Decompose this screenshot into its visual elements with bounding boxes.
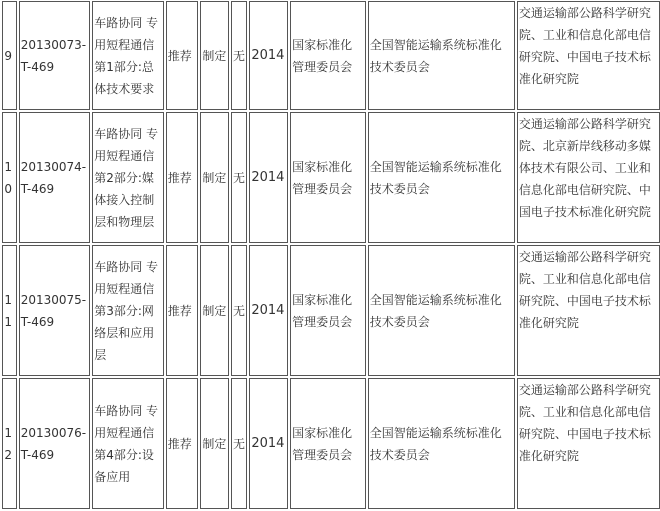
tc-cell: 全国智能运输系统标准化技术委员会 [368, 245, 515, 376]
nature-cell: 推荐 [166, 112, 199, 243]
dept-cell: 国家标准化管理委员会 [290, 245, 366, 376]
tc-cell: 全国智能运输系统标准化技术委员会 [368, 112, 515, 243]
table-row [0, 112, 660, 243]
standard-name-cell: 车路协同 专用短程通信第1部分:总体技术要求 [92, 1, 164, 110]
org-cell: 交通运输部公路科学研究院、工业和信息化部电信研究院、中国电子技术标准化研究院 [517, 245, 660, 376]
year-cell: 2014 [249, 1, 288, 110]
type-cell: 制定 [200, 1, 229, 110]
year-cell: 2014 [249, 112, 288, 243]
table-row [0, 245, 660, 376]
dept-cell: 国家标准化管理委员会 [290, 1, 366, 110]
year-cell: 2014 [249, 378, 288, 509]
plan-number-cell: 20130074-T-469 [19, 112, 91, 243]
dept-cell: 国家标准化管理委员会 [290, 378, 366, 509]
nature-cell: 推荐 [166, 378, 199, 509]
nature-cell: 推荐 [166, 245, 199, 376]
adopt-cell: 无 [231, 1, 247, 110]
seq-cell: 11 [2, 245, 16, 376]
type-cell: 制定 [200, 245, 229, 376]
seq-cell: 12 [2, 378, 16, 509]
plan-number-cell: 20130073-T-469 [19, 1, 91, 110]
standard-name-cell: 车路协同 专用短程通信第4部分:设备应用 [92, 378, 164, 509]
type-cell: 制定 [200, 112, 229, 243]
nature-cell: 推荐 [166, 1, 199, 110]
org-cell: 交通运输部公路科学研究院、北京新岸线移动多媒体技术有限公司、工业和信息化部电信研究院、中国电子技术标准化研究院 [517, 112, 660, 243]
table-row [0, 1, 660, 110]
tc-cell: 全国智能运输系统标准化技术委员会 [368, 378, 515, 509]
year-cell: 2014 [249, 245, 288, 376]
adopt-cell: 无 [231, 245, 247, 376]
standard-name-cell: 车路协同 专用短程通信第3部分:网络层和应用层 [92, 245, 164, 376]
adopt-cell: 无 [231, 378, 247, 509]
dept-cell: 国家标准化管理委员会 [290, 112, 366, 243]
tc-cell: 全国智能运输系统标准化技术委员会 [368, 1, 515, 110]
seq-cell: 10 [2, 112, 16, 243]
org-cell: 交通运输部公路科学研究院、工业和信息化部电信研究院、中国电子技术标准化研究院 [517, 1, 660, 110]
standard-name-cell: 车路协同 专用短程通信第2部分:媒体接入控制层和物理层 [92, 112, 164, 243]
org-cell: 交通运输部公路科学研究院、工业和信息化部电信研究院、中国电子技术标准化研究院 [517, 378, 660, 509]
seq-cell: 9 [2, 1, 16, 110]
plan-number-cell: 20130076-T-469 [19, 378, 91, 509]
plan-number-cell: 20130075-T-469 [19, 245, 91, 376]
table-row [0, 378, 660, 509]
type-cell: 制定 [200, 378, 229, 509]
adopt-cell: 无 [231, 112, 247, 243]
